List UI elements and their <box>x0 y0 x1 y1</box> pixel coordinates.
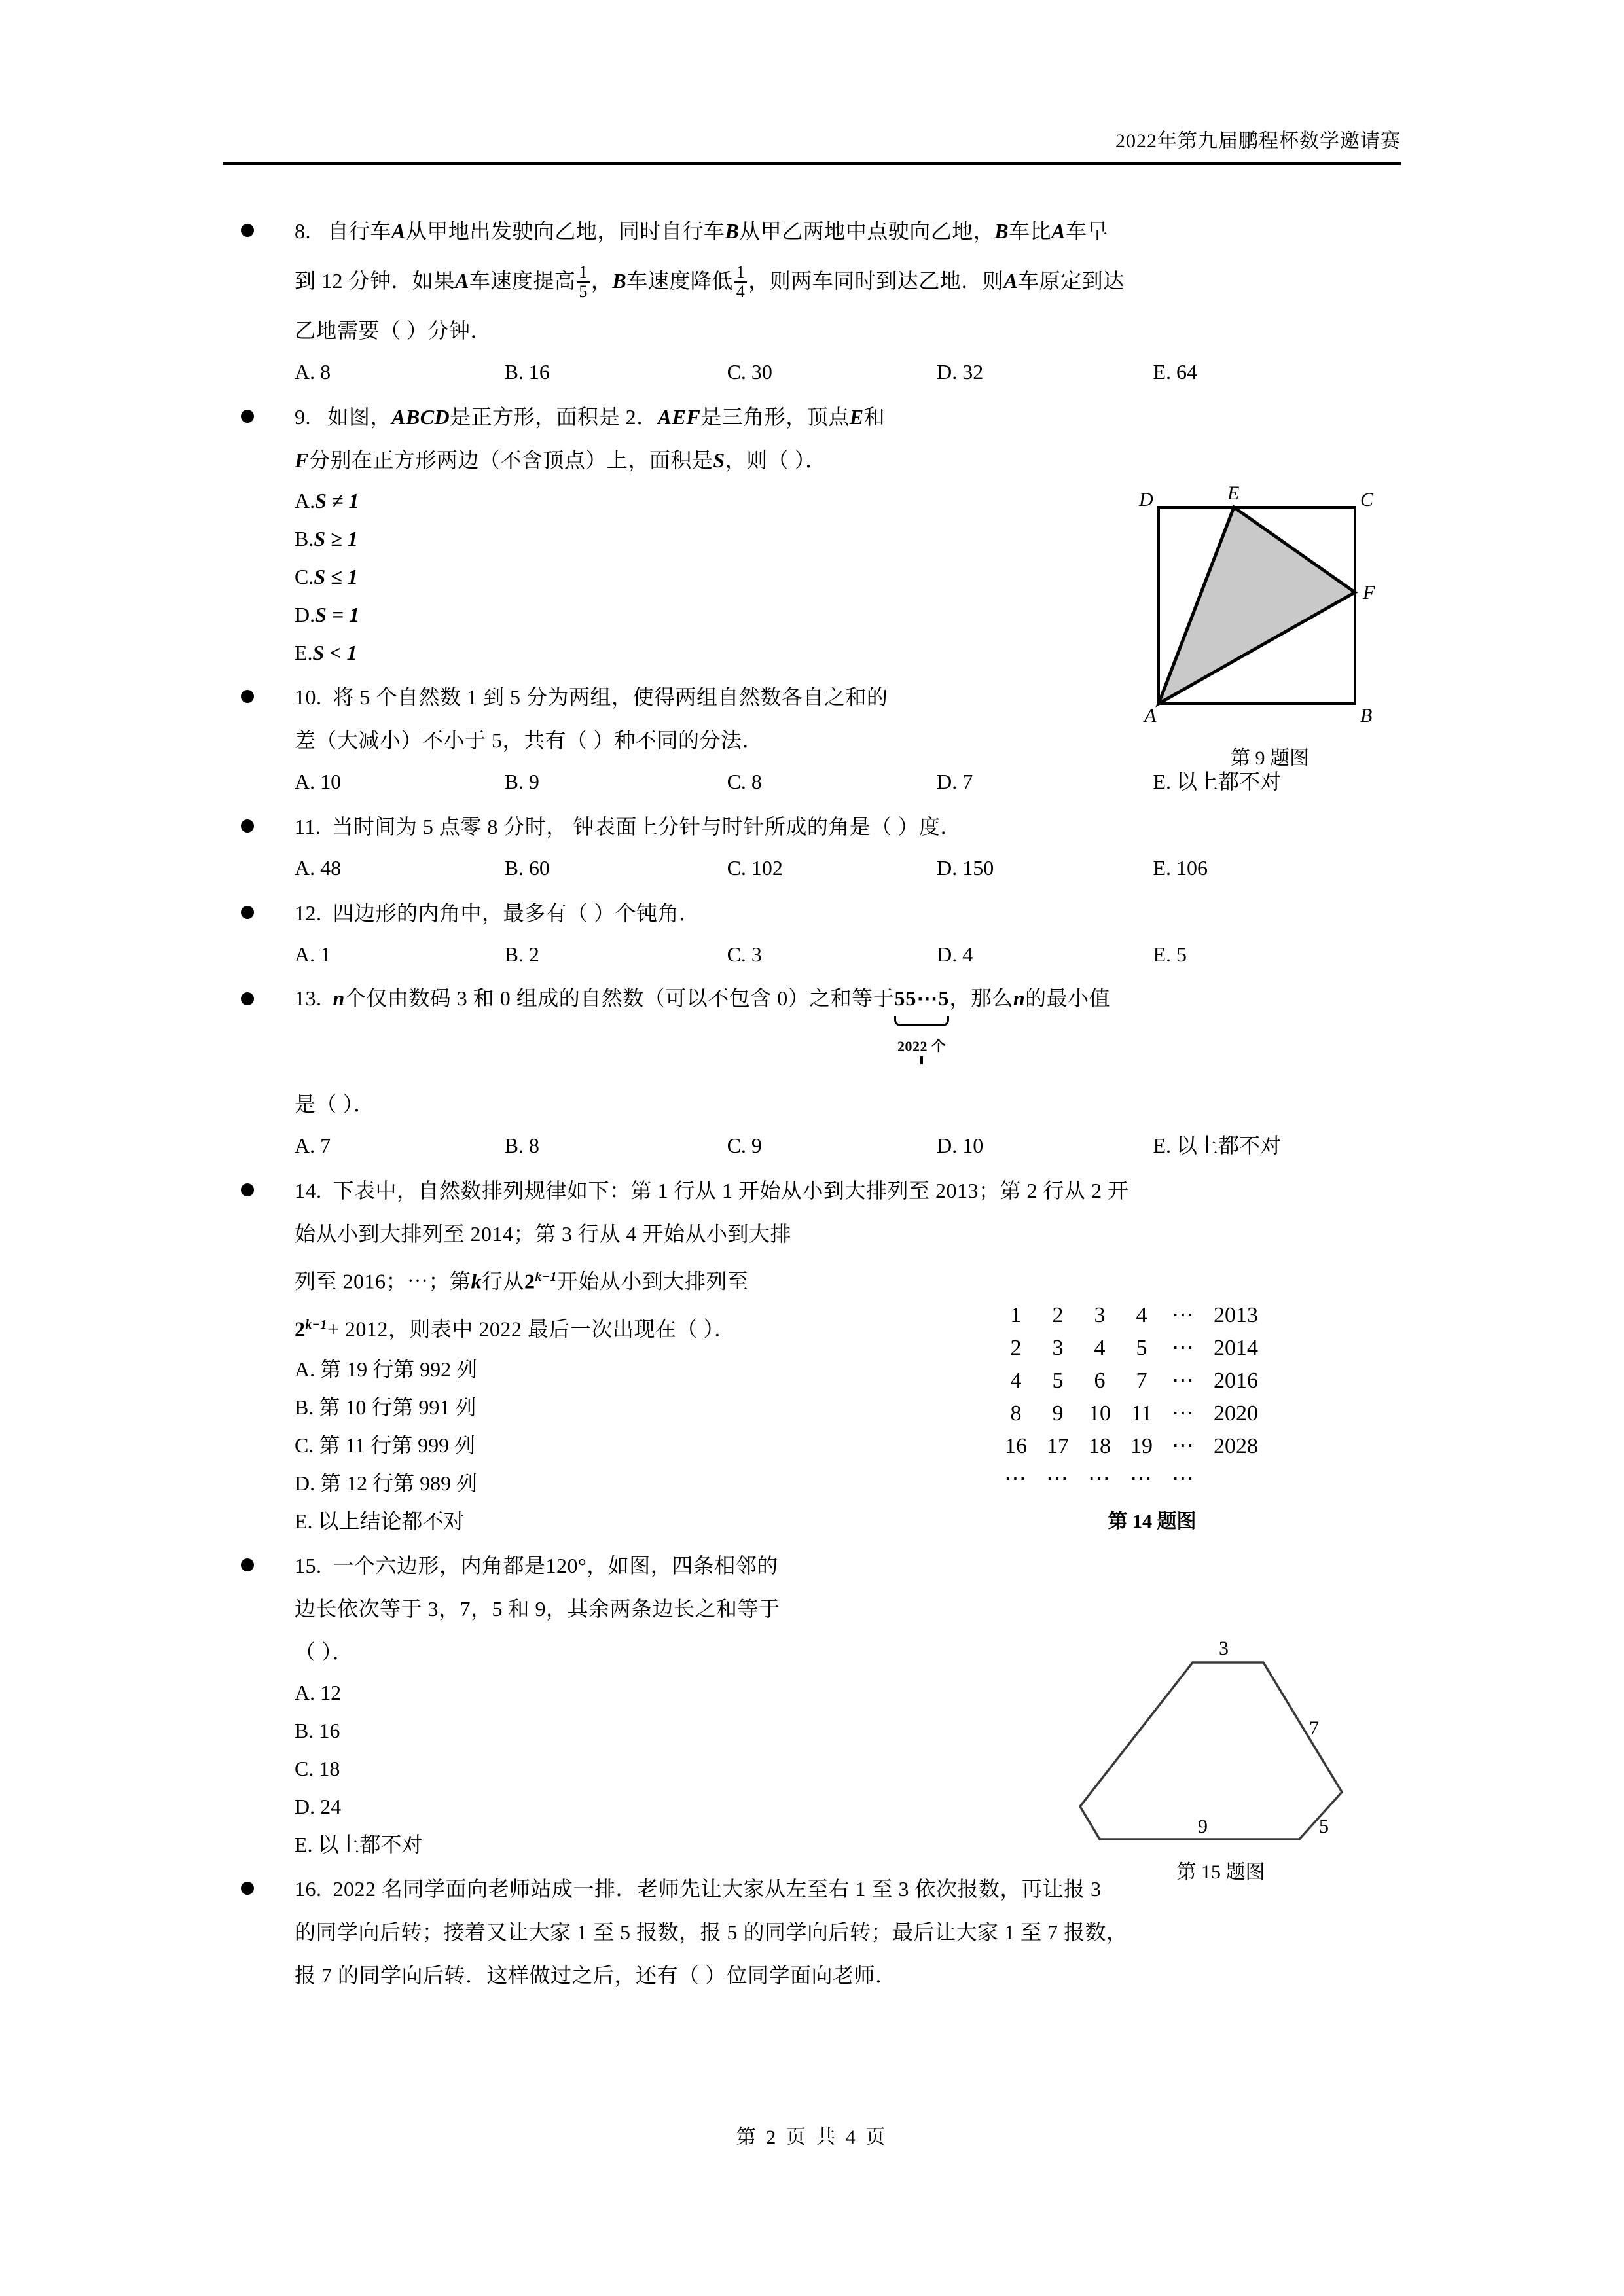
q9-option-d-expr: S = 1 <box>315 603 360 626</box>
triangle-aef <box>1159 507 1355 704</box>
q12-option-b[interactable]: B. 2 <box>504 942 539 966</box>
q9-line-2 <box>295 439 1407 482</box>
q8-var-A4: A <box>1003 269 1019 293</box>
q13-var-n: n <box>333 986 345 1010</box>
cell: 2014 <box>1214 1336 1258 1360</box>
cell-ellipsis: ⋯ <box>1172 1336 1195 1360</box>
q9-option-e-label: E. <box>295 641 313 664</box>
q9-option-c-expr: S ≤ 1 <box>314 565 358 588</box>
cell-ellipsis: ⋯ <box>1172 1434 1195 1458</box>
table-row <box>995 1463 1267 1496</box>
side-label-upper-right: 7 <box>1309 1717 1319 1739</box>
side-label-lower-right: 5 <box>1319 1816 1329 1837</box>
q14-pow-base-1: 2 <box>524 1269 535 1293</box>
cell-ellipsis: ⋯ <box>1130 1467 1153 1491</box>
vertex-label-e: E <box>1227 482 1240 504</box>
q8-options <box>295 352 1407 391</box>
q13-number: 13. <box>295 986 322 1010</box>
q11-number: 11. <box>295 815 321 838</box>
q9-var-S: S <box>713 448 725 472</box>
q12-option-c[interactable]: C. 3 <box>727 942 762 966</box>
bullet-icon <box>241 992 254 1005</box>
cell: 1 <box>1010 1303 1022 1327</box>
q8-line-2 <box>295 253 1407 309</box>
q14-option-d[interactable]: D. 第 12 行第 989 列 <box>295 1471 478 1496</box>
q13-text-1a: 个仅由数码 3 和 0 组成的自然数（可以不包含 0）之和等于 <box>344 986 895 1010</box>
q9-text-1d: 和 <box>863 405 886 429</box>
q8-frac2-denominator: 4 <box>736 281 746 301</box>
cell: 18 <box>1089 1434 1111 1458</box>
cell: 2016 <box>1214 1369 1258 1393</box>
q14-option-a[interactable]: A. 第 19 行第 992 列 <box>295 1357 478 1382</box>
cell: 5 <box>1136 1336 1147 1360</box>
cell: 11 <box>1130 1401 1153 1426</box>
q11-option-c[interactable]: C. 102 <box>727 856 783 880</box>
q8-text-1a: 自行车 <box>327 219 392 243</box>
bullet-icon <box>241 819 254 833</box>
q10-text-1: 将 5 个自然数 1 到 5 分为两组，使得两组自然数各自之和的 <box>333 685 888 709</box>
q13-option-e[interactable]: E. 以上都不对 <box>1153 1134 1281 1157</box>
q10-line-2: 差（大减小）不小于 5，共有（ ）种不同的分法． <box>295 728 764 752</box>
page-header: 2022年第九届鹏程杯数学邀请赛 <box>1115 130 1401 152</box>
q15-option-d[interactable]: D. 24 <box>295 1795 342 1819</box>
table-row <box>995 1365 1267 1397</box>
cell: 2028 <box>1214 1434 1258 1458</box>
q16-text-1: 2022 名同学面向老师站成一排．老师先让大家从左至右 1 至 3 依次报数，再让报 3 <box>333 1877 1102 1901</box>
q15-line-3: （ ）． <box>295 1640 354 1664</box>
square-diagram <box>1132 481 1407 756</box>
q9-var-ABCD: ABCD <box>391 405 450 429</box>
q13-option-d[interactable]: D. 10 <box>937 1134 984 1157</box>
q10-option-e[interactable]: E. 以上都不对 <box>1153 770 1281 793</box>
cell: 2020 <box>1214 1401 1258 1426</box>
q9-option-b-label: B. <box>295 527 314 550</box>
q14-var-k: k <box>471 1269 482 1293</box>
q8-text-1b: 从甲地出发驶向乙地，同时自行车 <box>405 219 725 243</box>
question-8 <box>223 209 1407 391</box>
q14-pow-exp-1: k−1 <box>535 1270 557 1284</box>
bullet-icon <box>241 410 254 423</box>
q8-text-1e: 车早 <box>1065 219 1108 243</box>
q11-option-b[interactable]: B. 60 <box>504 856 550 880</box>
q14-option-b[interactable]: B. 第 10 行第 991 列 <box>295 1395 477 1420</box>
q9-option-b-expr: S ≥ 1 <box>314 527 358 550</box>
q12-line-1 <box>295 891 1407 935</box>
q12-options <box>295 935 1407 974</box>
q12-option-e[interactable]: E. 5 <box>1153 942 1187 966</box>
q8-option-d[interactable]: D. 32 <box>937 360 984 384</box>
q16-line-3: 报 7 的同学向后转．这样做过之后，还有（ ）位同学面向老师． <box>295 1964 897 1988</box>
cell: 4 <box>1094 1336 1106 1360</box>
q8-option-e[interactable]: E. 64 <box>1153 360 1197 384</box>
q16-line-2: 的同学向后转；接着又让大家 1 至 5 报数，报 5 的同学向后转；最后让大家 1 至 7 报数， <box>295 1920 1128 1945</box>
number-table <box>995 1299 1267 1496</box>
q8-var-B3: B <box>612 269 627 293</box>
q14-pow-exp-2: k−1 <box>305 1317 327 1332</box>
bullet-icon <box>241 224 254 237</box>
q12-number: 12. <box>295 901 322 925</box>
figure-14-caption: 第 14 题图 <box>1108 1511 1197 1532</box>
q13-options <box>295 1126 1407 1165</box>
q9-option-c-label: C. <box>295 565 314 588</box>
q15-option-c[interactable]: C. 18 <box>295 1757 340 1781</box>
figure-question-15 <box>1047 1623 1394 1911</box>
hexagon-diagram <box>1047 1623 1394 1859</box>
cell: 2013 <box>1214 1303 1258 1327</box>
q9-text-1c: 是三角形，顶点 <box>700 405 850 429</box>
cell: 6 <box>1094 1369 1106 1393</box>
cell: 3 <box>1052 1336 1064 1360</box>
q13-option-a[interactable]: A. 7 <box>295 1134 331 1157</box>
bullet-icon <box>241 1558 254 1571</box>
cell: 19 <box>1130 1434 1153 1458</box>
bullet-icon <box>241 690 254 703</box>
question-12 <box>223 891 1407 974</box>
q15-line-2: 边长依次等于 3，7，5 和 9，其余两条边长之和等于 <box>295 1597 780 1621</box>
vertex-label-d: D <box>1139 489 1153 511</box>
q8-var-A2: A <box>1051 219 1066 243</box>
cell-ellipsis: ⋯ <box>1172 1467 1195 1491</box>
vertex-label-c: C <box>1360 489 1374 511</box>
q11-option-e[interactable]: E. 106 <box>1153 856 1208 880</box>
side-label-top: 3 <box>1219 1638 1229 1659</box>
q8-text-2b: 车速度提高 <box>469 269 576 293</box>
q11-options <box>295 848 1407 888</box>
cell: 8 <box>1010 1401 1022 1426</box>
vertex-label-a: A <box>1144 705 1157 726</box>
q14-text-3a: 列至 2016；⋯；第 <box>295 1269 471 1293</box>
figure-15-caption: 第 15 题图 <box>1176 1861 1265 1883</box>
q8-var-A: A <box>391 219 406 243</box>
q10-option-c[interactable]: C. 8 <box>727 770 762 793</box>
cell: 17 <box>1047 1434 1069 1458</box>
q14-text-4a: + 2012，则表中 2022 最后一次出现在（ ）． <box>327 1317 736 1341</box>
q8-text-2d: 车速度降低 <box>626 269 733 293</box>
q14-text-3b: 行从 <box>482 1269 525 1293</box>
q12-option-a[interactable]: A. 1 <box>295 942 331 966</box>
table-row <box>995 1397 1267 1430</box>
q9-number: 9. <box>295 405 311 429</box>
q10-option-a[interactable]: A. 10 <box>295 770 342 793</box>
q13-text-1c: 的最小值 <box>1025 986 1111 1010</box>
q10-option-b[interactable]: B. 9 <box>504 770 539 793</box>
q8-number: 8. <box>295 219 311 243</box>
side-label-bottom: 9 <box>1198 1816 1208 1837</box>
q13-line-1 <box>295 978 1407 1058</box>
q16-number: 16. <box>295 1877 322 1901</box>
q15-option-e[interactable]: E. 以上都不对 <box>295 1833 423 1857</box>
q13-option-c[interactable]: C. 9 <box>727 1134 762 1157</box>
q8-frac1-numerator: 1 <box>579 262 588 282</box>
table-row <box>995 1430 1267 1463</box>
q9-var-F: F <box>295 448 309 472</box>
q8-fraction-1 <box>577 263 590 300</box>
cell-ellipsis: ⋯ <box>1004 1467 1028 1491</box>
q14-line-3 <box>295 1255 1407 1303</box>
q8-text-2f: 车原定到达 <box>1018 269 1125 293</box>
cell: 2 <box>1052 1303 1064 1327</box>
header-divider <box>223 162 1401 165</box>
figure-9-caption: 第 9 题图 <box>1231 747 1309 769</box>
vertex-label-b: B <box>1360 705 1373 726</box>
question-11 <box>223 805 1407 888</box>
cell: 9 <box>1052 1401 1064 1426</box>
cell-ellipsis: ⋯ <box>1172 1401 1195 1426</box>
q9-text-1b: 是正方形，面积是 2． <box>450 405 658 429</box>
q8-text-1d: 车比 <box>1009 219 1052 243</box>
q9-text-1a: 如图， <box>327 405 392 429</box>
q10-option-d[interactable]: D. 7 <box>937 770 973 793</box>
q9-var-E: E <box>849 405 864 429</box>
q14-option-e[interactable]: E. 以上结论都不对 <box>295 1509 465 1534</box>
q15-line-1 <box>295 1544 1407 1587</box>
q9-option-d-label: D. <box>295 603 316 626</box>
q8-option-c[interactable]: C. 30 <box>727 360 772 384</box>
q8-line-3: 乙地需要（ ）分钟． <box>295 319 492 342</box>
q13-var-n2: n <box>1013 986 1026 1010</box>
q9-line-1 <box>295 395 1407 439</box>
figure-question-9 <box>1132 481 1407 769</box>
q13-line-2: 是（ ）． <box>295 1092 375 1116</box>
cell-ellipsis: ⋯ <box>1172 1303 1195 1327</box>
q9-option-a-expr: S ≠ 1 <box>315 489 359 512</box>
table-row <box>995 1332 1267 1365</box>
q12-option-d[interactable]: D. 4 <box>937 942 973 966</box>
q9-option-e-expr: S < 1 <box>312 641 357 664</box>
q14-number: 14. <box>295 1179 322 1202</box>
q9-text-2a: 分别在正方形两边（不含顶点）上，面积是 <box>308 448 713 472</box>
hexagon-shape <box>1080 1662 1342 1839</box>
page-footer: 第 2 页 共 4 页 <box>736 2126 888 2148</box>
cell: 7 <box>1136 1369 1147 1393</box>
q15-number: 15. <box>295 1554 322 1578</box>
q13-option-b[interactable]: B. 8 <box>504 1134 539 1157</box>
cell-ellipsis: ⋯ <box>1172 1369 1195 1393</box>
table-row <box>995 1299 1267 1332</box>
q8-text-2e: ，则两车同时到达乙地．则 <box>748 269 1004 293</box>
q13-brace-count: 2022 个 <box>897 1038 947 1054</box>
cell <box>1204 1463 1267 1496</box>
q13-underbrace <box>894 978 949 1058</box>
q12-text-1: 四边形的内角中，最多有（ ）个钝角． <box>333 901 700 925</box>
q11-option-a[interactable]: A. 48 <box>295 856 342 880</box>
vertex-label-f: F <box>1363 582 1375 603</box>
cell: 5 <box>1052 1369 1064 1393</box>
question-13 <box>223 978 1407 1165</box>
q9-var-AEF: AEF <box>657 405 701 429</box>
q15-option-a[interactable]: A. 12 <box>295 1681 342 1705</box>
q8-option-a[interactable]: A. 8 <box>295 360 331 384</box>
cell: 3 <box>1094 1303 1106 1327</box>
q8-text-2c: ， <box>590 269 613 293</box>
q9-text-2b: ，则（ ）． <box>725 448 827 472</box>
cell: 4 <box>1010 1369 1022 1393</box>
bullet-icon <box>241 1882 254 1895</box>
figure-question-14 <box>995 1299 1401 1534</box>
q8-var-B: B <box>725 219 740 243</box>
q8-option-b[interactable]: B. 16 <box>504 360 550 384</box>
cell-ellipsis: ⋯ <box>1046 1467 1070 1491</box>
q14-line-1 <box>295 1169 1407 1212</box>
q8-frac2-numerator: 1 <box>736 262 746 282</box>
bullet-icon <box>241 906 254 919</box>
cell: 4 <box>1136 1303 1147 1327</box>
q8-frac1-denominator: 5 <box>579 281 588 301</box>
cell-ellipsis: ⋯ <box>1088 1467 1111 1491</box>
cell: 2 <box>1010 1336 1022 1360</box>
q8-text-1c: 从甲乙两地中点驶向乙地， <box>739 219 995 243</box>
q14-option-c[interactable]: C. 第 11 行第 999 列 <box>295 1433 476 1458</box>
q8-var-A3: A <box>455 269 469 293</box>
q8-text-2a: 到 12 分钟．如果 <box>295 269 456 293</box>
q10-number: 10. <box>295 685 322 709</box>
q13-text-1b: ，那么 <box>949 986 1013 1010</box>
bullet-icon <box>241 1183 254 1196</box>
q14-line-2: 始从小到大排列至 2014；第 3 行从 4 开始从小到大排 <box>295 1222 792 1246</box>
q15-option-b[interactable]: B. 16 <box>295 1719 340 1743</box>
q14-text-1: 下表中，自然数排列规律如下：第 1 行从 1 开始从小到大排列至 2013；第 2 行从 2 开 <box>333 1179 1129 1202</box>
cell: 16 <box>1005 1434 1027 1458</box>
q15-text-1: 一个六边形，内角都是120°，如图，四条相邻的 <box>333 1554 778 1578</box>
q11-line-1 <box>295 805 1407 848</box>
q14-pow-base-2: 2 <box>295 1317 306 1341</box>
q9-option-a-label: A. <box>295 489 316 512</box>
q11-text-1: 当时间为 5 点零 8 分时， 钟表面上分针与时针所成的角是（ ）度． <box>332 815 962 838</box>
q8-var-B2: B <box>994 219 1009 243</box>
q11-option-d[interactable]: D. 150 <box>937 856 994 880</box>
q14-text-3c: 开始从小到大排列至 <box>556 1269 749 1293</box>
cell: 10 <box>1089 1401 1111 1426</box>
q8-line-1 <box>295 209 1407 253</box>
q8-fraction-2 <box>734 263 748 300</box>
q13-brace-value: 55⋯5 <box>894 986 950 1010</box>
